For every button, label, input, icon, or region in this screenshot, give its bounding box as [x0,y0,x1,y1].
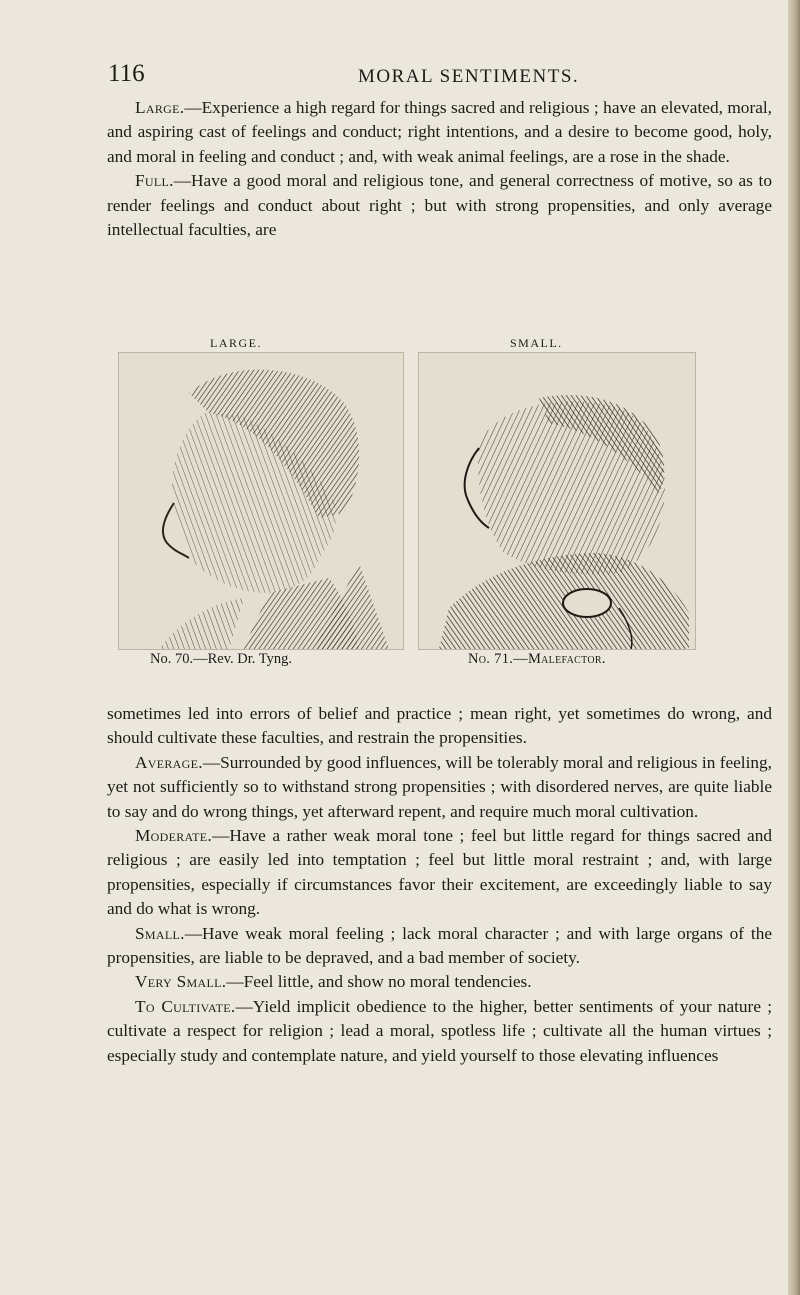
figure-caption-right: No. 71.—Malefactor. [468,651,606,667]
paragraph-term: Large. [135,98,185,117]
paragraph-moderate [107,824,772,922]
paragraph-text: —Feel little, and show no moral tendencies. [226,972,532,992]
paragraph-full [107,169,772,242]
figure-label-small: SMALL. [510,336,563,350]
portrait-engraving-large [118,352,404,650]
paragraph-text: —Have a good moral and religious tone, and general correctness of motive, so as to render feelings and conduct about right ; but with strong propensities, and only average intellectual faculties, are [107,171,772,240]
top-text-block [107,96,772,242]
page-number: 116 [108,60,145,87]
page-header [108,52,768,92]
paragraph-text: —Have weak moral feeling ; lack moral character ; and with large organs of the propensities, are liable to be depraved, and a bad member of society. [107,923,772,968]
bottom-text-block [107,702,772,1068]
paragraph-term: Very Small. [135,972,227,992]
paragraph-term: To Cultivate. [135,996,236,1016]
paragraph-average [107,751,772,824]
paragraph-to-cultivate [107,995,772,1068]
paragraph-text: —Experience a high regard for things sacred and religious ; have an elevated, moral, and aspiring cast of feelings and conduct; right intentions, and a desire to become good, holy, and moral in feeling and conduct ; and, with weak animal feelings, are a rose in the shade. [107,98,772,166]
portrait-engraving-small [418,352,696,650]
figure-label-large: LARGE. [210,336,262,350]
paragraph-text: —Have a rather weak moral tone ; feel but little regard for things sacred and religious ; are easily led into temptation ; feel but little moral restraint ; and, with large propensities, especially if circumstances favor their excitement, are exceedingly liable to say and do what is wrong. [107,826,772,919]
paragraph-text: —Surrounded by good influences, will be tolerably moral and religious in feeling, yet not sufficiently so to withstand strong propensities ; with disordered nerves, are quite liable to say and do wrong things, yet afterward repent, and require much moral cultivation. [107,752,772,821]
paragraph-term: Moderate. [135,826,213,846]
paragraph-continuation: sometimes led into errors of belief and practice ; mean right, yet sometimes do wrong, and should cultivate these faculties, and restrain the propensities. [107,704,772,748]
running-head: MORAL SENTIMENTS. [358,66,580,87]
paragraph-large [107,96,772,169]
paragraph-small [107,922,772,971]
paragraph-text: —Yield implicit obedience to the higher, better sentiments of your nature ; cultivate a respect for religion ; lead a moral, spotless life ; cultivate all the human virtues ; especially study and contemplate nature, and yield yourself to those elevating influences [107,996,772,1065]
book-spine-edge [788,0,800,1295]
figure-caption-left: No. 70.—Rev. Dr. Tyng. [150,651,292,667]
paragraph-term: Full. [135,171,174,191]
paragraph-term: Small. [135,923,185,943]
paragraph-very-small [107,970,772,994]
paragraph-term: Average. [135,752,203,772]
